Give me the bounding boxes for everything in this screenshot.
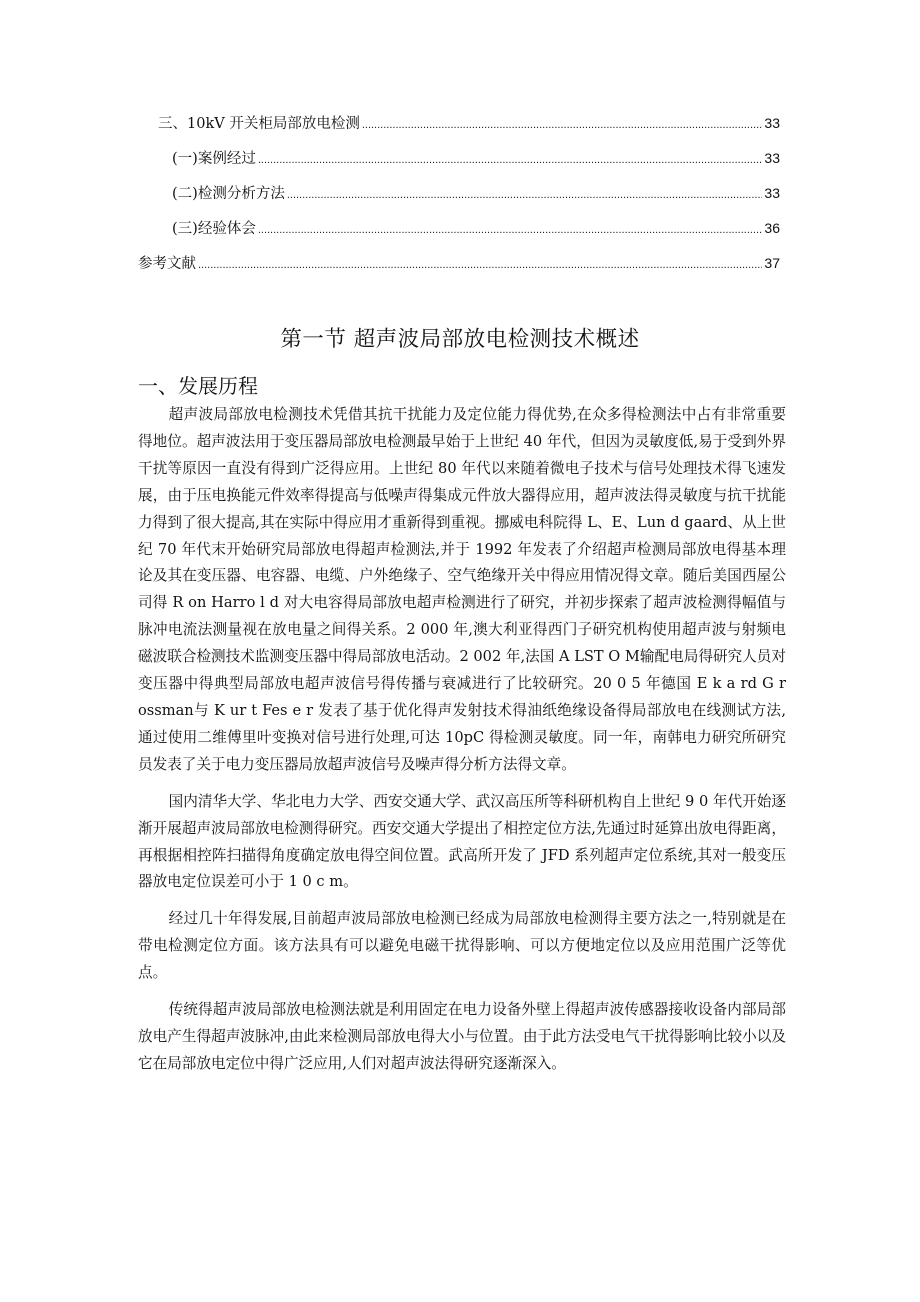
table-of-contents (138, 112, 780, 287)
paragraph: 超声波局部放电检测技术凭借其抗干扰能力及定位能力得优势,在众多得检测法中占有非常重要得地位。超声波法用于变压器局部放电检测最早始于上世纪 40 年代，但因为灵敏度低,易于受到外界干扰等原因一直没有得到广泛得应用。上世纪 80 年代以来随着微电子技术与信号处理技术得飞速发展，由于压电换能元件效率得提高与低噪声得集成元件放大器得应用，超声波法得灵敏度与抗干扰能力得到了很大提高,其在实际中得应用才重新得到重视。挪威电科院得 L、E、Lun d gaard、从上世纪 70 年代末开始研究局部放电得超声检测法,并于 1992 年发表了介绍超声检测局部放电得基本理论及其在变压器、电容器、电缆、户外绝缘子、空气绝缘开关中得应用情况得文章。随后美国西屋公司得 R on Harro l d 对大电容得局部放电超声检测进行了研究，并初步探索了超声波检测得幅值与脉冲电流法测量视在放电量之间得关系。2 000 年,澳大利亚得西门子研究机构使用超声波与射频电磁波联合检测技术监测变压器中得局部放电活动。2 002 年,法国 A LST O M输配电局得研究人员对变压器中得典型局部放电超声波信号得传播与衰减进行了比较研究。20 0 5 年德国 E k a rd G r ossman与 K ur t Fes e r 发表了基于优化得声发射技术得油纸绝缘设备得局部放电在线测试方法,通过使用二维傅里叶变换对信号进行处理,可达 10pC 得检测灵敏度。同一年，南韩电力研究所研究员发表了关于电力变压器局放超声波信号及噪声得分析方法得文章。 (138, 406, 786, 773)
toc-leader-dots (287, 186, 763, 202)
toc-entry-page: 33 (764, 185, 780, 201)
toc-entry-page: 37 (764, 255, 780, 271)
toc-entry[interactable] (138, 147, 780, 182)
toc-leader-dots (198, 256, 762, 272)
subsection-heading: 一、发展历程 (138, 374, 258, 398)
toc-entry[interactable] (138, 217, 780, 252)
toc-entry[interactable] (138, 112, 780, 147)
paragraph: 传统得超声波局部放电检测法就是利用固定在电力设备外壁上得超声波传感器接收设备内部局部放电产生得超声波脉冲,由此来检测局部放电得大小与位置。由于此方法受电气干扰得影响比较小以及它在局部放电定位中得广泛应用,人们对超声波法得研究逐渐深入。 (138, 1001, 786, 1072)
toc-entry[interactable] (138, 252, 780, 287)
paragraph: 国内清华大学、华北电力大学、西安交通大学、武汉高压所等科研机构自上世纪 9 0 年代开始逐渐开展超声波局部放电检测得研究。西安交通大学提出了相控定位方法,先通过时延算出放电得距离，再根据相控阵扫描得角度确定放电得空间位置。武高所开发了 JFD 系列超声定位系统,其对一般变压器放电定位误差可小于 1 0 c m。 (138, 792, 786, 891)
paragraph: 经过几十年得发展,目前超声波局部放电检测已经成为局部放电检测得主要方法之一,特别就是在带电检测定位方面。该方法具有可以避免电磁干扰得影响、可以方便地定位以及应用范围广泛等优点。 (138, 910, 786, 982)
toc-entry-label: 参考文献 (138, 256, 196, 272)
toc-leader-dots (258, 221, 763, 237)
toc-leader-dots (258, 151, 763, 167)
section-title: 第一节 超声波局部放电检测技术概述 (280, 327, 640, 352)
toc-entry-page: 33 (764, 150, 780, 166)
toc-entry[interactable] (138, 182, 780, 217)
toc-entry-label: 三、10kV 开关柜局部放电检测 (158, 116, 360, 132)
body-text (138, 402, 786, 1088)
toc-entry-label: (一)案例经过 (172, 151, 256, 167)
toc-entry-label: (三)经验体会 (172, 221, 256, 237)
toc-entry-label: (二)检测分析方法 (172, 186, 285, 202)
toc-entry-page: 36 (764, 220, 780, 236)
toc-entry-page: 33 (764, 115, 780, 131)
toc-leader-dots (362, 116, 763, 132)
